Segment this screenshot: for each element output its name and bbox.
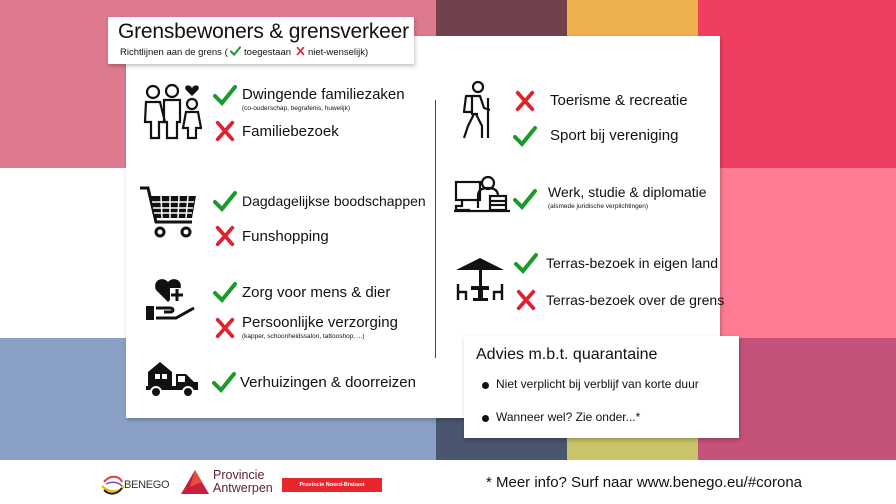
list-item: Zorg voor mens & dier	[242, 284, 391, 301]
legend: Richtlijnen aan de grens ( toegestaan niet-wenselijk)	[120, 47, 369, 58]
cross-icon	[213, 317, 237, 339]
check-icon	[513, 188, 537, 210]
moving-truck-icon	[146, 360, 200, 398]
list-item: Werk, studie & diplomatie (alsmede juridische verplichtingen)	[548, 184, 707, 210]
list-item: Terras-bezoek over de grens	[546, 292, 725, 308]
check-icon	[230, 46, 241, 56]
shopping-cart-icon	[138, 184, 200, 240]
title-card	[108, 17, 414, 64]
provincie-noord-brabant-logo: Provincie Noord-Brabant	[282, 478, 382, 492]
office-worker-icon	[454, 174, 510, 214]
cross-icon	[213, 120, 237, 142]
check-icon	[514, 252, 538, 274]
list-item: Familiebezoek	[242, 123, 339, 140]
quarantine-title: Advies m.b.t. quarantaine	[476, 346, 658, 363]
family-icon	[142, 78, 202, 140]
list-item: Funshopping	[242, 228, 329, 245]
cross-icon	[513, 90, 537, 112]
cross-icon	[514, 289, 538, 311]
column-divider	[435, 100, 436, 358]
benego-logo: BENEGO	[100, 472, 170, 498]
cross-icon	[296, 46, 305, 56]
quarantine-bullet: Wanneer wel? Zie onder...*	[482, 410, 640, 424]
page-title: Grensbewoners & grensverkeer	[118, 20, 409, 43]
check-icon	[213, 190, 237, 212]
terrace-umbrella-icon	[454, 256, 506, 304]
care-hand-heart-icon	[144, 278, 198, 324]
benego-swirl-icon	[100, 472, 126, 498]
footer: BENEGO Provincie Antwerpen Provincie Noord-Brabant * Meer info? Surf naar www.benego.eu/#corona	[0, 460, 896, 504]
antwerpen-triangle-icon	[180, 469, 210, 495]
more-info-link[interactable]: * Meer info? Surf naar www.benego.eu/#corona	[486, 474, 803, 491]
check-icon	[212, 371, 236, 393]
list-item: Terras-bezoek in eigen land	[546, 255, 718, 271]
bg-top-right	[698, 0, 896, 168]
bg-mid-right	[698, 168, 896, 338]
quarantine-bullet: Niet verplicht bij verblijf van korte duur	[482, 377, 699, 391]
list-item: Dwingende familiezaken (co-ouderschap, begrafenis, huwelijk)	[242, 86, 405, 112]
quarantine-advice-card	[464, 336, 739, 438]
list-item: Sport bij vereniging	[550, 127, 679, 144]
list-item: Verhuizingen & doorreizen	[240, 374, 416, 391]
check-icon	[213, 84, 237, 106]
check-icon	[513, 125, 537, 147]
check-icon	[213, 281, 237, 303]
cross-icon	[213, 225, 237, 247]
hiker-icon	[458, 80, 498, 140]
list-item: Dagdagelijkse boodschappen	[242, 193, 426, 209]
list-item: Persoonlijke verzorging (kapper, schoonheidssalon, tattooshop, ...)	[242, 314, 398, 340]
list-item: Toerisme & recreatie	[550, 92, 688, 109]
